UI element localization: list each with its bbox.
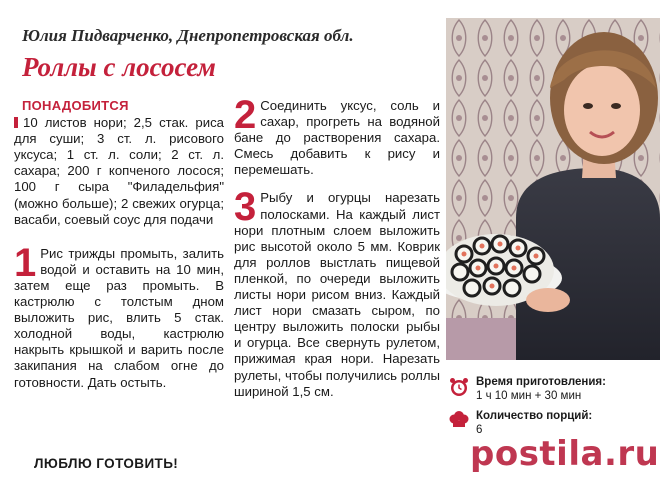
- author-byline: Юлия Пидварченко, Днепропетровская обл.: [22, 26, 354, 45]
- step-number: 1: [14, 240, 37, 285]
- author-photo: [446, 18, 660, 360]
- ingredients-label: ПОНАДОБИТСЯ: [22, 98, 129, 113]
- step-text: Рис трижды промыть, залить водой и оставить на 10 мин, затем еще раз промыть. В кастрюлю с толстым дном выложить рис, влить 5 стак. холодной воды, кастрюлю накрыть крышкой и варить после закипания на слабом огне до готовности. Дать остыть.: [14, 245, 224, 390]
- servings-label: Количество порций:: [476, 410, 593, 422]
- servings-value: 6: [476, 424, 483, 436]
- recipe-info: [446, 372, 660, 440]
- photo-illustration: [446, 18, 660, 360]
- step-3: [234, 185, 440, 399]
- step-1: [14, 240, 224, 391]
- step-number: 3: [234, 185, 257, 230]
- step-text: Рыбу и огурцы нарезать полосками. На каждый лист нори плотным слоем выложить рис высотой около 5 мм. Коврик для роллов выстлать пищевой пленкой, по очереди выложить листы нори рисом вниз. Каждый лист нори смазать сыром, по центру выложить полоски рыбы и огурца. Все свернуть рулетом, прижимая края нори. Нарезать рулеты, чтобы получились роллы шириной 1,5 см.: [234, 190, 440, 399]
- step-text: Соединить уксус, соль и сахар, прогреть на водяной бане до растворения сахара. Смесь добавить к рису и перемешать.: [234, 98, 440, 178]
- step-number: 2: [234, 93, 257, 137]
- ingredients-text: 10 листов нори; 2,5 стак. риса для суши; 3 ст. л. рисового уксуса; 1 ст. л. соли; 2 ст. л. сахара; 200 г копченого лосося; 100 г сыра "Филадельфия" (можно больше); 2 свежих огурца; васаби, соевый соус для подачи: [14, 115, 224, 227]
- prep-time-label: Время приготовления:: [476, 376, 606, 388]
- chef-hat-icon: [448, 410, 470, 432]
- prep-time-value: 1 ч 10 мин + 30 мин: [476, 390, 582, 402]
- alarm-clock-icon: [448, 376, 470, 398]
- bullet-marker: [14, 117, 18, 128]
- ingredients-list: [14, 115, 224, 228]
- watermark: postila.ru: [470, 434, 660, 474]
- prep-time: [446, 372, 660, 406]
- step-2: [234, 93, 440, 178]
- left-column: [14, 98, 224, 391]
- recipe-title: Роллы с лососем: [22, 52, 216, 82]
- right-column: [234, 93, 440, 400]
- rubric-tagline: ЛЮБЛЮ ГОТОВИТЬ!: [34, 456, 179, 471]
